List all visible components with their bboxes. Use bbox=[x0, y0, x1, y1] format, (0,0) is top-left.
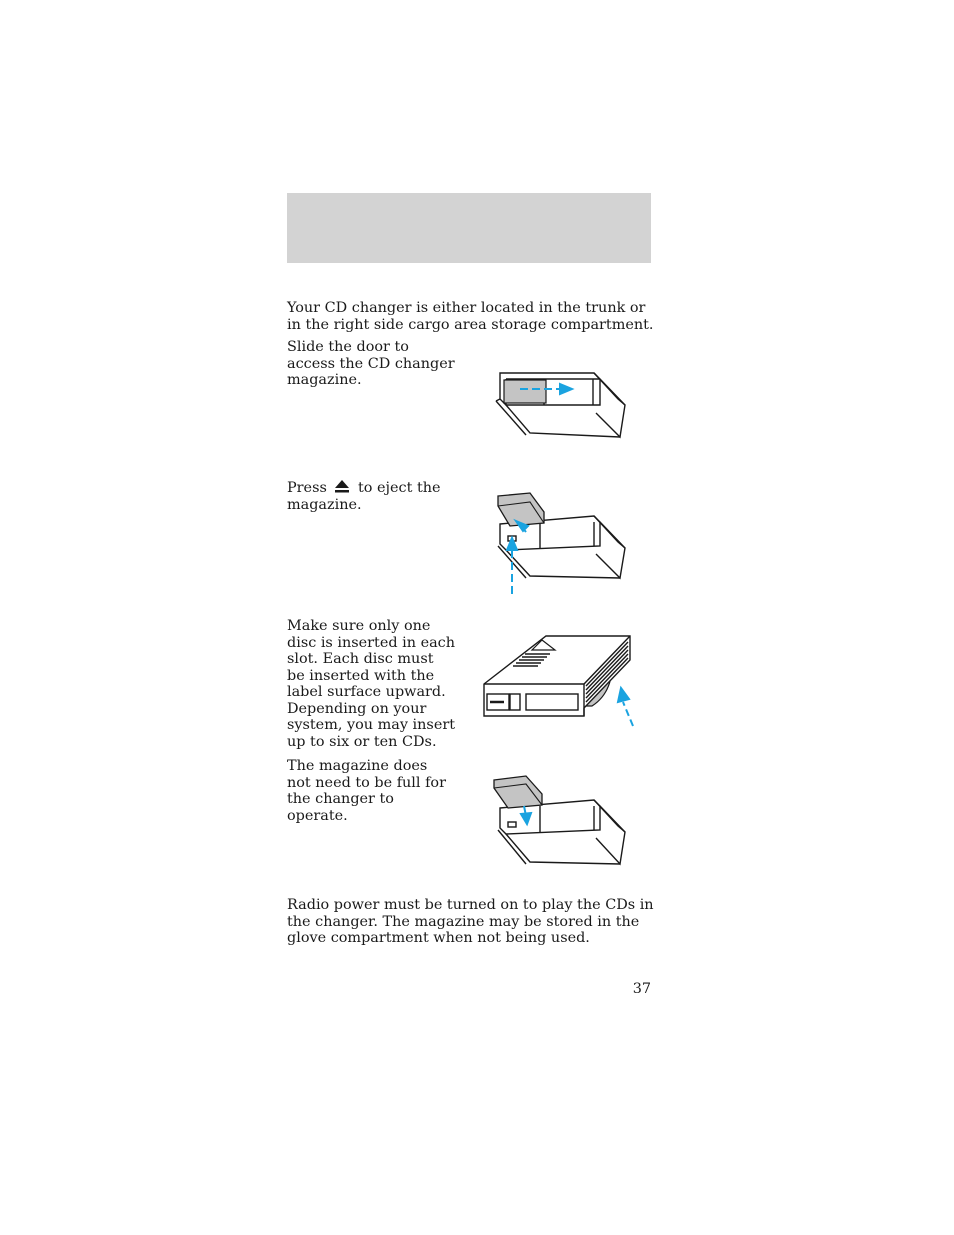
press-eject-paragraph bbox=[287, 479, 455, 513]
eject-icon bbox=[334, 479, 350, 493]
disc-insert-arrow-icon bbox=[618, 688, 633, 726]
magazine-full-paragraph: The magazine does not need to be full for the changer to operate. bbox=[287, 758, 446, 824]
eject-magazine-illustration bbox=[490, 488, 632, 596]
insert-magazine-illustration bbox=[490, 772, 632, 870]
section-header-band bbox=[287, 193, 651, 263]
slide-door-illustration bbox=[490, 365, 630, 441]
disc-insert-paragraph: Make sure only one disc is inserted in each slot. Each disc must be inserted with the label surface upward. Depending on your system, you may insert up to six or ten CDs. bbox=[287, 618, 456, 750]
inserting-magazine bbox=[494, 776, 542, 808]
intro-paragraph: Your CD changer is either located in the trunk or in the right side cargo area storage compartment. bbox=[287, 300, 654, 333]
press-eject-label: to eject the magazine. bbox=[287, 480, 441, 513]
cd-magazine-illustration bbox=[480, 630, 640, 730]
sliding-door bbox=[504, 380, 546, 403]
page-number: 37 bbox=[632, 981, 651, 997]
press-label: Press bbox=[287, 480, 327, 496]
radio-power-paragraph: Radio power must be turned on to play the CDs in the changer. The magazine may be stored in the glove compartment when not being used. bbox=[287, 897, 654, 946]
slide-door-paragraph: Slide the door to access the CD changer magazine. bbox=[287, 339, 455, 388]
ejected-magazine bbox=[498, 493, 544, 526]
